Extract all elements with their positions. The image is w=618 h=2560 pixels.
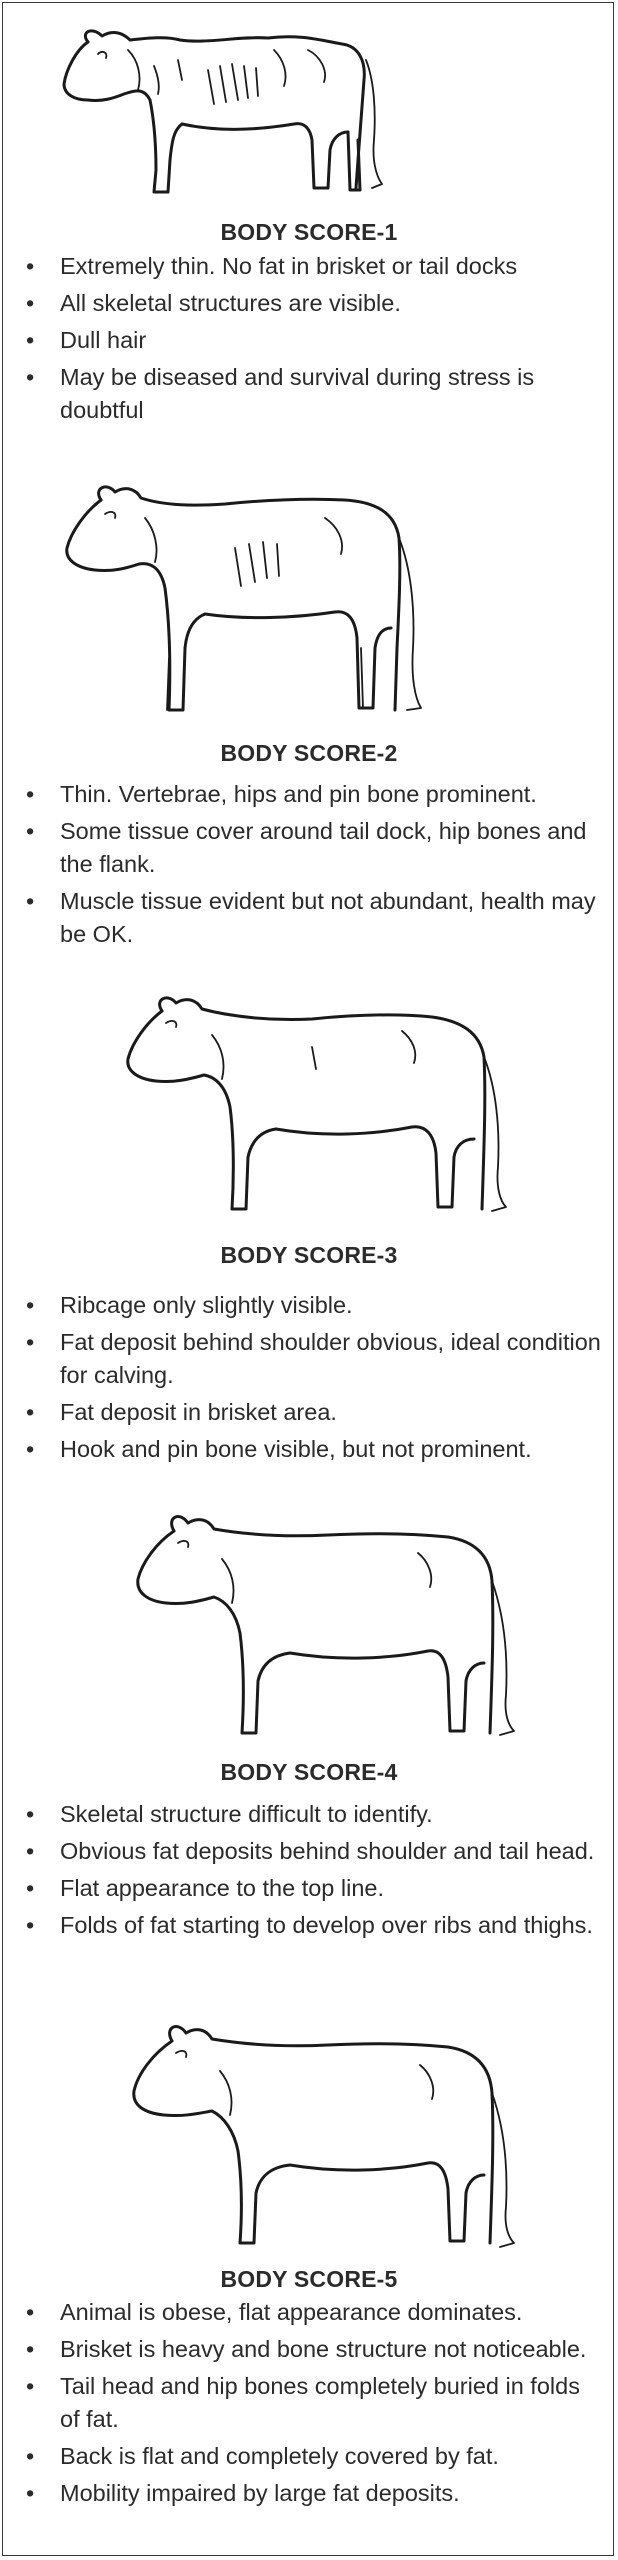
- list-item: • Flat appearance to the top line.: [18, 1872, 603, 1905]
- list-item: • Fat deposit in brisket area.: [18, 1396, 603, 1429]
- score-5-title: BODY SCORE-5: [220, 2266, 398, 2292]
- list-item: • Fat deposit behind shoulder obvious, ideal condition for calving.: [18, 1326, 603, 1392]
- list-item: • Obvious fat deposits behind shoulder and tail head.: [18, 1835, 603, 1868]
- cow-score-2-illustration: [55, 478, 443, 723]
- list-item: • Back is flat and completely covered by fat.: [18, 2440, 603, 2473]
- list-item: • May be diseased and survival during stress is doubtful: [18, 361, 603, 427]
- list-item: • Extremely thin. No fat in brisket or tail docks: [18, 250, 603, 283]
- cow-score-4-illustration: [118, 1505, 518, 1745]
- score-4-bullet-list: [18, 1798, 603, 1946]
- score-1-title: BODY SCORE-1: [220, 219, 398, 245]
- list-item: • Hook and pin bone visible, but not prominent.: [18, 1433, 603, 1466]
- list-item: • Folds of fat starting to develop over ribs and thighs.: [18, 1909, 603, 1942]
- score-3-bullet-list: [18, 1289, 603, 1470]
- score-2-bullet-list: [18, 778, 603, 955]
- list-item: • Animal is obese, flat appearance dominates.: [18, 2296, 603, 2329]
- cow-score-3-illustration: [112, 987, 512, 1222]
- score-4-title: BODY SCORE-4: [220, 1759, 398, 1785]
- list-item: • Mobility impaired by large fat deposits.: [18, 2477, 603, 2510]
- list-item: • Ribcage only slightly visible.: [18, 1289, 603, 1322]
- cow-score-1-illustration: [58, 20, 398, 205]
- list-item: • Some tissue cover around tail dock, hip bones and the flank.: [18, 815, 603, 881]
- cow-score-5-illustration: [112, 2015, 520, 2255]
- score-1-bullet-list: [18, 250, 603, 431]
- list-item: • Tail head and hip bones completely buried in folds of fat.: [18, 2370, 603, 2436]
- list-item: • Brisket is heavy and bone structure not noticeable.: [18, 2333, 603, 2366]
- list-item: • All skeletal structures are visible.: [18, 287, 603, 320]
- score-5-bullet-list: [18, 2296, 603, 2514]
- list-item: • Skeletal structure difficult to identify.: [18, 1798, 603, 1831]
- score-3-title: BODY SCORE-3: [220, 1242, 398, 1268]
- list-item: • Thin. Vertebrae, hips and pin bone prominent.: [18, 778, 603, 811]
- list-item: • Muscle tissue evident but not abundant, health may be OK.: [18, 885, 603, 951]
- score-2-title: BODY SCORE-2: [220, 740, 398, 766]
- list-item: • Dull hair: [18, 324, 603, 357]
